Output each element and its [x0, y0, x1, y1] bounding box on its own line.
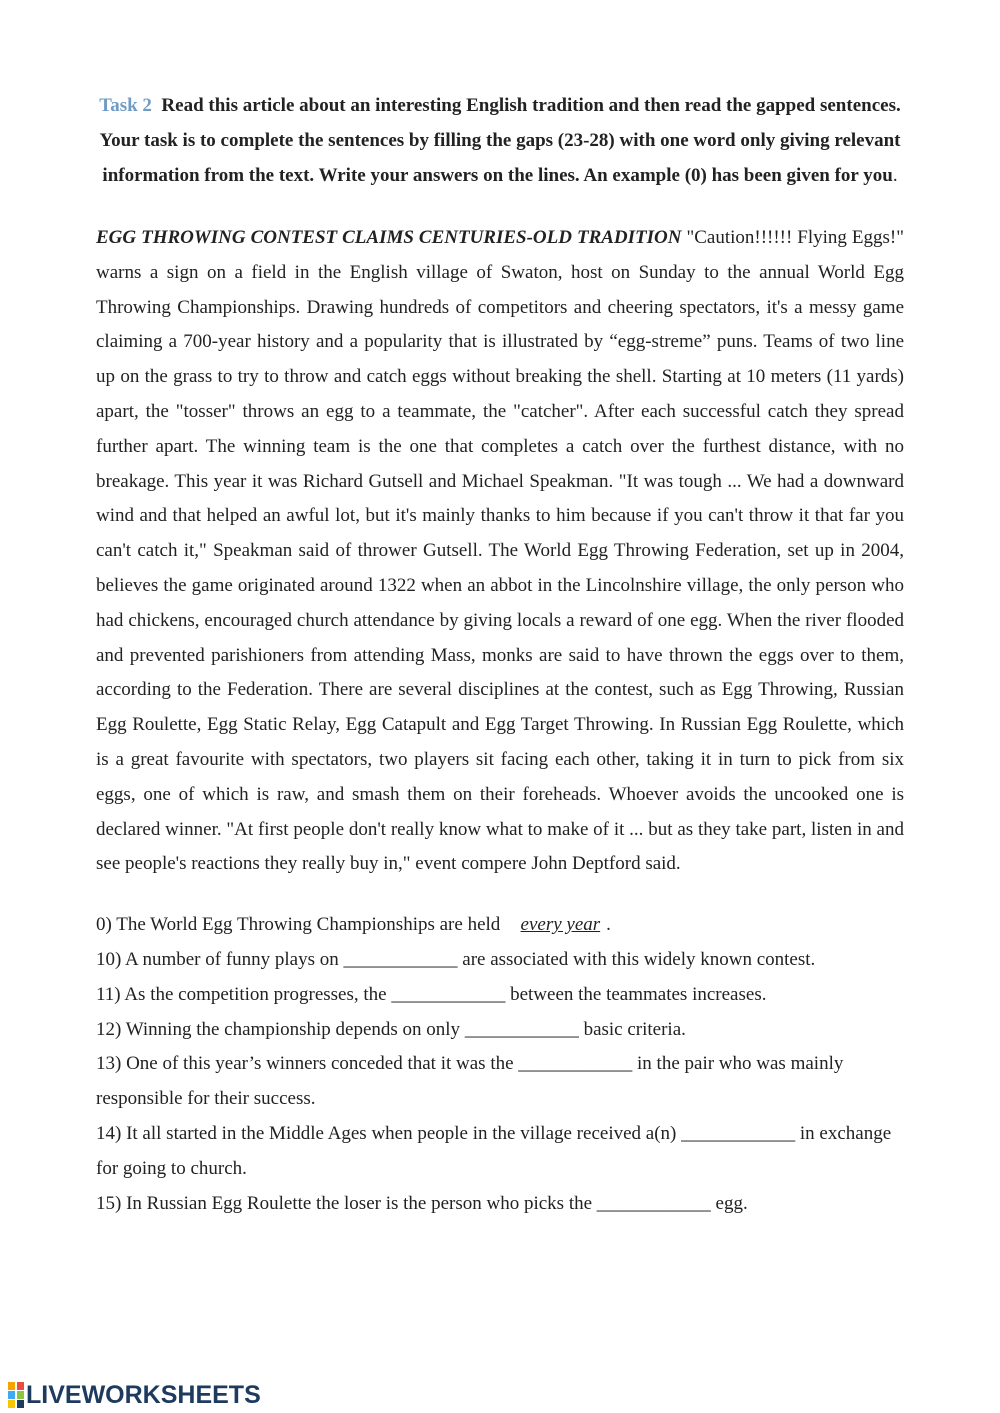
article — [96, 221, 904, 882]
question-text: 12) Winning the championship depends on only — [96, 1018, 465, 1040]
question-text: 15) In Russian Egg Roulette the loser is the person who picks the — [96, 1192, 597, 1214]
question-text-end: between the teammates increases. — [505, 983, 767, 1005]
answer-gap[interactable]: ____________ — [464, 1018, 579, 1040]
question-text-end: in the pair who was mainly responsible for their success. — [96, 1053, 844, 1110]
liveworksheets-logo[interactable] — [8, 1380, 261, 1410]
question-10 — [96, 943, 904, 978]
article-headline: EGG THROWING CONTEST CLAIMS CENTURIES-OLD TRADITION — [96, 227, 682, 248]
answer-gap[interactable]: ____________ — [343, 948, 458, 970]
task-instructions-text: Read this article about an interesting English tradition and then read the gapped sentences. Your task is to complete the sentences by filling the gaps (23-28) with one word only giving relevant information from the text. Write your answers on the lines. An example (0) has been given for you — [99, 95, 901, 186]
question-12 — [96, 1013, 904, 1048]
worksheet-page — [96, 88, 904, 1221]
answer-gap[interactable]: ____________ — [391, 983, 506, 1005]
answer-gap[interactable]: ____________ — [596, 1192, 711, 1214]
liveworksheets-logo-icon — [8, 1382, 24, 1408]
task-label: Task 2 — [99, 95, 152, 116]
example-answer: every year — [520, 914, 601, 936]
question-text-end: in exchange for going to church. — [96, 1122, 892, 1179]
example-question-end: . — [606, 914, 611, 936]
question-text-end: are associated with this widely known contest. — [457, 948, 816, 970]
task-end-punct: . — [892, 165, 898, 186]
answer-gap[interactable]: ____________ — [518, 1053, 633, 1075]
question-15 — [96, 1187, 904, 1222]
question-text-end: basic criteria. — [578, 1018, 686, 1040]
question-text: 14) It all started in the Middle Ages when people in the village received a(n) — [96, 1122, 682, 1144]
article-body: "Caution!!!!!! Flying Eggs!" warns a sign on a field in the English village of Swaton, host on Sunday to the annual World Egg Throwing Championships. Drawing hundreds of competitors and cheering spectators, it's a messy game claiming a 700-year history and a popularity that is illustrated by “egg-streme” puns. Teams of two line up on the grass to try to throw and catch eggs without breaking the shell. Starting at 10 meters (11 yards) apart, the "tosser" throws an egg to a teammate, the "catcher". After each successful catch they spread further apart. The winning team is the one that completes a catch over the furthest distance, with no breakage. This year it was Richard Gutsell and Michael Speakman. "It was tough ... We had a downward wind and that helped an awful lot, but it's mainly thanks to him because if you can't throw it that far you can't catch it," Speakman said of thrower Gutsell. The World Egg Throwing Federation, set up in 2004, believes the game originated around 1322 when an abbot in the Lincolnshire village, the only person who had chickens, encouraged church attendance by giving locals a reward of one egg. When the river flooded and prevented parishioners from attending Mass, monks are said to have thrown the eggs over to them, according to the Federation. There are several disciplines at the contest, such as Egg Throwing, Russian Egg Roulette, Egg Static Relay, Egg Catapult and Egg Target Throwing. In Russian Egg Roulette, which is a great favourite with spectators, two players sit facing each other, taking it in turn to pick from six eggs, one of which is raw, and smash them on their foreheads. Whoever avoids the uncooked one is declared winner. "At first people don't really know what to make of it ... but as they take part, listen in and see people's reactions they really buy in," event compere John Deptford said. — [96, 227, 904, 875]
example-question-text: 0) The World Egg Throwing Championships are held — [96, 914, 501, 936]
question-text: 10) A number of funny plays on — [96, 948, 344, 970]
question-14 — [96, 1117, 904, 1187]
question-text-end: egg. — [710, 1192, 748, 1214]
answer-gap[interactable]: ____________ — [681, 1122, 796, 1144]
liveworksheets-logo-text: LIVEWORKSHEETS — [26, 1380, 261, 1409]
task-instructions — [96, 88, 904, 193]
example-question — [96, 908, 904, 943]
question-text: 11) As the competition progresses, the — [96, 983, 392, 1005]
question-text: 13) One of this year’s winners conceded that it was the — [96, 1053, 519, 1075]
question-11 — [96, 978, 904, 1013]
question-13 — [96, 1047, 904, 1117]
questions-list — [96, 908, 904, 1221]
